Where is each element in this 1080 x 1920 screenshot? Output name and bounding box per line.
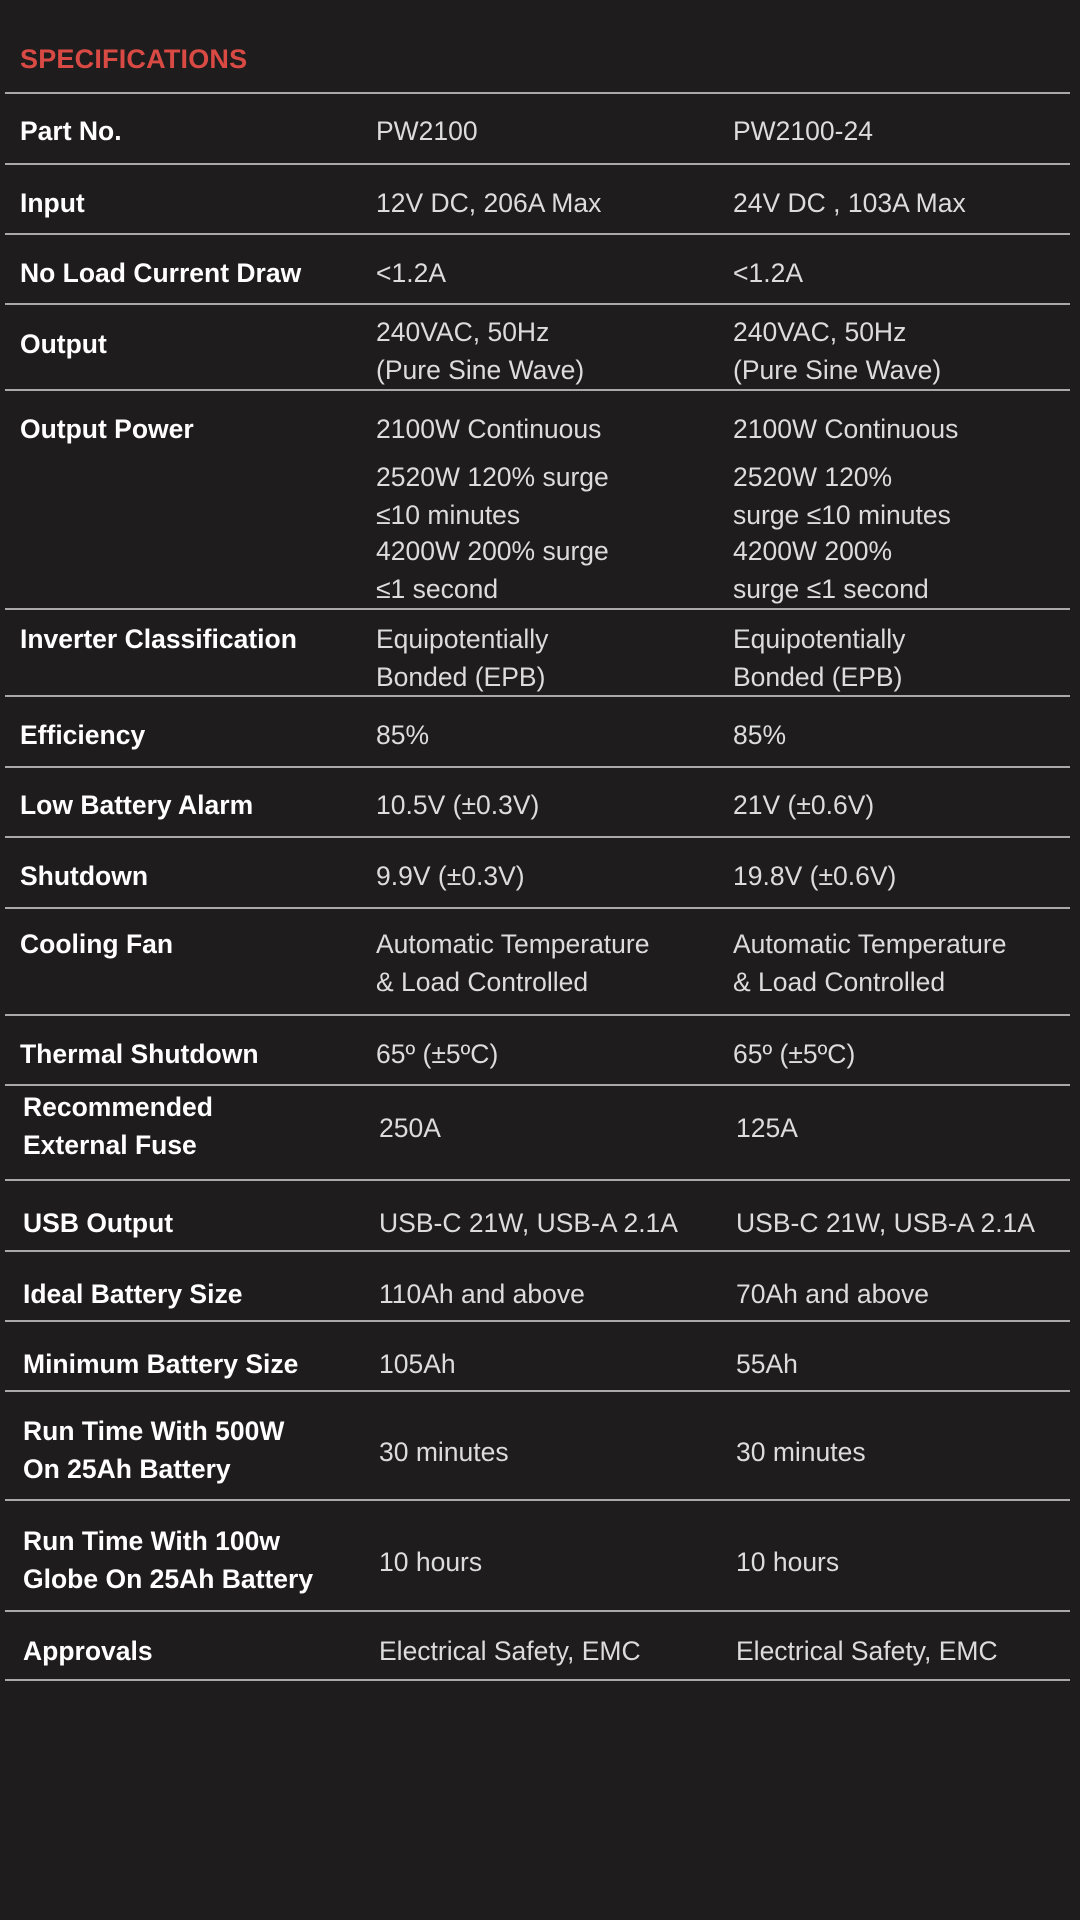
spec-label [20,254,301,292]
pw2100-24-value [733,254,803,292]
pw2100-value-line: 4200W 200% surge [376,536,609,566]
spec-label [20,112,122,150]
pw2100-value-line: ≤10 minutes [376,500,521,531]
pw2100-value [379,1632,641,1670]
pw2100-value [376,112,478,150]
pw2100-value-line: 2520W 120% surge [376,462,609,492]
pw2100-value [376,620,548,697]
pw2100-value [376,925,649,1002]
spec-label-line: Inverter Classification [20,624,297,654]
pw2100-24-value [736,1433,866,1471]
row-divider [5,303,1070,305]
spec-label [20,716,145,754]
pw2100-value [379,1543,482,1581]
row-divider [5,1084,1070,1086]
pw2100-24-value [733,857,896,895]
pw2100-24-value-line: <1.2A [733,258,803,288]
pw2100-value-line: (Pure Sine Wave) [376,355,585,386]
pw2100-24-value [736,1275,929,1313]
pw2100-24-value-line: 30 minutes [736,1437,866,1467]
pw2100-value [376,458,609,535]
row-divider [5,1390,1070,1392]
row-divider [5,163,1070,165]
pw2100-24-value-line: 21V (±0.6V) [733,790,875,820]
section-title: SPECIFICATIONS [20,44,248,74]
pw2100-24-value [733,184,966,222]
spec-label [20,857,148,895]
pw2100-value-line: <1.2A [376,258,446,288]
spec-label-line: Cooling Fan [20,929,174,959]
pw2100-24-value-line: 4200W 200% [733,536,893,566]
pw2100-24-value-line: 2520W 120% [733,462,893,492]
pw2100-value-line: 10.5V (±0.3V) [376,790,540,820]
row-divider [5,907,1070,909]
spec-label [20,410,194,448]
pw2100-24-value [733,410,958,448]
pw2100-24-value-line: surge ≤1 second [733,574,929,605]
pw2100-24-value-line: Automatic Temperature [733,929,1007,959]
pw2100-24-value-line: Equipotentially [733,624,906,654]
pw2100-24-value [733,925,1006,1002]
pw2100-24-value [733,458,951,535]
pw2100-value [376,254,446,292]
pw2100-value-line: 65º (±5ºC) [376,1039,499,1069]
spec-label [20,184,85,222]
pw2100-24-value-line: PW2100-24 [733,116,873,146]
pw2100-value-line: Electrical Safety, EMC [379,1636,641,1666]
pw2100-value [376,1035,498,1073]
pw2100-value-line: USB-C 21W, USB-A 2.1A [379,1208,678,1238]
pw2100-24-value-line: Bonded (EPB) [733,662,903,693]
pw2100-24-value [736,1345,798,1383]
pw2100-24-value [733,620,905,697]
pw2100-value-line: 105Ah [379,1349,456,1379]
spec-label [23,1412,284,1489]
pw2100-24-value-line: surge ≤10 minutes [733,500,951,531]
pw2100-value-line: 12V DC, 206A Max [376,188,602,218]
spec-label-line: Output [20,329,107,359]
pw2100-value-line: PW2100 [376,116,478,146]
pw2100-value [376,716,429,754]
pw2100-24-value [733,112,873,150]
pw2100-value [379,1345,456,1383]
spec-label-line: External Fuse [23,1130,197,1161]
row-divider [5,1679,1070,1681]
pw2100-value [379,1204,678,1242]
pw2100-24-value-line: & Load Controlled [733,967,946,998]
row-divider [5,1179,1070,1181]
spec-label-line: No Load Current Draw [20,258,302,288]
spec-label [23,1345,298,1383]
pw2100-value-line: Bonded (EPB) [376,662,546,693]
row-divider [5,1499,1070,1501]
pw2100-value [376,184,601,222]
spec-label [23,1088,213,1165]
pw2100-24-value-line: (Pure Sine Wave) [733,355,942,386]
pw2100-value [379,1275,585,1313]
spec-label-line: Approvals [23,1636,153,1666]
pw2100-24-value [733,786,874,824]
spec-label-line: Low Battery Alarm [20,790,254,820]
pw2100-value [376,532,609,609]
pw2100-value-line: 30 minutes [379,1437,509,1467]
pw2100-value-line: & Load Controlled [376,967,589,998]
pw2100-value [376,410,601,448]
pw2100-value-line: 9.9V (±0.3V) [376,861,525,891]
pw2100-24-value-line: 240VAC, 50Hz [733,317,907,347]
pw2100-value [376,313,584,390]
spec-label-line: Recommended [23,1092,213,1122]
pw2100-24-value-line: USB-C 21W, USB-A 2.1A [736,1208,1035,1238]
spec-label-line: Efficiency [20,720,146,750]
pw2100-24-value-line: 2100W Continuous [733,414,959,444]
pw2100-value-line: 110Ah and above [379,1279,585,1309]
row-divider [5,1014,1070,1016]
spec-label [20,925,173,963]
row-divider [5,92,1070,94]
row-divider [5,836,1070,838]
pw2100-24-value [733,716,786,754]
spec-label-line: Minimum Battery Size [23,1349,299,1379]
pw2100-24-value [733,532,929,609]
pw2100-24-value-line: 85% [733,720,787,750]
spec-label-line: Output Power [20,414,194,444]
spec-label-line: Shutdown [20,861,149,891]
pw2100-24-value [736,1109,798,1147]
pw2100-value-line: Automatic Temperature [376,929,650,959]
spec-label [20,325,107,363]
spec-label [20,1035,259,1073]
row-divider [5,1610,1070,1612]
spec-label-line: Run Time With 100w [23,1526,280,1556]
pw2100-24-value-line: 125A [736,1113,798,1143]
pw2100-24-value-line: 24V DC , 103A Max [733,188,966,218]
pw2100-24-value-line: Electrical Safety, EMC [736,1636,998,1666]
pw2100-value-line: 250A [379,1113,441,1143]
spec-label-line: Part No. [20,116,122,146]
pw2100-value [376,857,525,895]
pw2100-24-value-line: 65º (±5ºC) [733,1039,856,1069]
pw2100-24-value-line: 19.8V (±0.6V) [733,861,897,891]
spec-label-line: USB Output [23,1208,174,1238]
pw2100-value-line: ≤1 second [376,574,499,605]
spec-label [20,620,297,658]
pw2100-24-value-line: 10 hours [736,1547,840,1577]
pw2100-24-value-line: 55Ah [736,1349,798,1379]
spec-label-line: Run Time With 500W [23,1416,285,1446]
pw2100-24-value [736,1204,1035,1242]
spec-label [23,1204,173,1242]
pw2100-24-value [733,1035,855,1073]
pw2100-value-line: 10 hours [379,1547,483,1577]
pw2100-24-value [733,313,941,390]
pw2100-value-line: 2100W Continuous [376,414,602,444]
pw2100-24-value-line: 70Ah and above [736,1279,930,1309]
pw2100-value-line: 85% [376,720,430,750]
spec-label-line: On 25Ah Battery [23,1454,231,1485]
row-divider [5,1250,1070,1252]
row-divider [5,233,1070,235]
pw2100-value-line: Equipotentially [376,624,549,654]
pw2100-value [376,786,539,824]
pw2100-value [379,1433,509,1471]
spec-label-line: Thermal Shutdown [20,1039,259,1069]
spec-label-line: Globe On 25Ah Battery [23,1564,314,1595]
spec-label-line: Ideal Battery Size [23,1279,243,1309]
spec-label [23,1632,153,1670]
spec-label [20,786,253,824]
row-divider [5,766,1070,768]
row-divider [5,1320,1070,1322]
pw2100-24-value [736,1543,839,1581]
spec-label [23,1275,242,1313]
pw2100-value-line: 240VAC, 50Hz [376,317,550,347]
pw2100-value [379,1109,441,1147]
pw2100-24-value [736,1632,998,1670]
spec-label-line: Input [20,188,85,218]
spec-label [23,1522,313,1599]
